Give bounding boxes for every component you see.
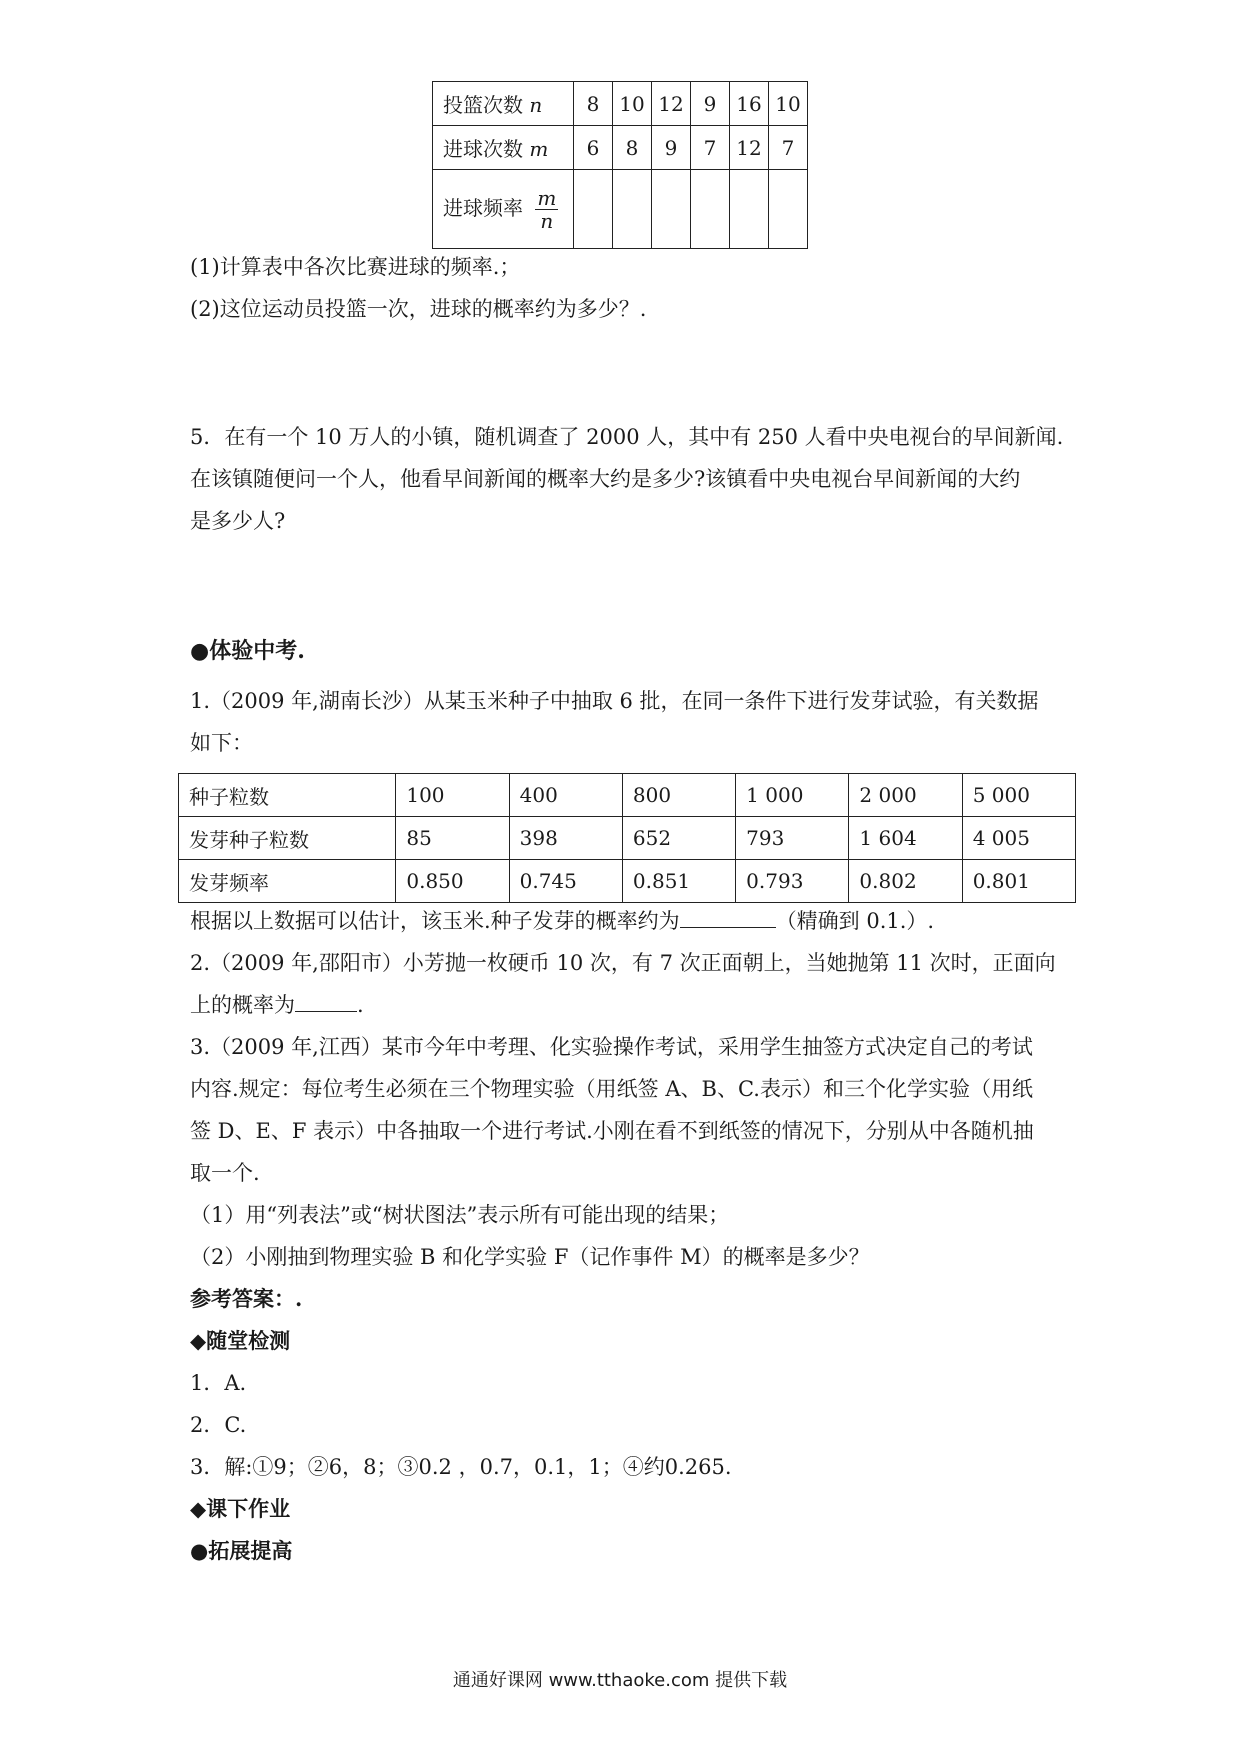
exam-question-3-line: 内容.规定：每位考生必须在三个物理实验（用纸签 A、B、C.表示）和三个化学实验（用纸	[190, 1077, 1033, 1101]
question-5-line: 5．在有一个 10 万人的小镇，随机调查了 2000 人，其中有 250 人看中央电视台的早间新闻.	[190, 425, 1064, 449]
table-row	[433, 170, 808, 249]
section-heading-homework: ◆课下作业	[190, 1496, 291, 1521]
table-cell: 8	[574, 82, 613, 126]
table-cell: 9	[691, 82, 730, 126]
table-cell	[613, 170, 652, 249]
table-cell: 10	[613, 82, 652, 126]
table-cell: 0.801	[962, 860, 1075, 903]
table-row	[179, 774, 1076, 817]
table-cell	[691, 170, 730, 249]
exam-question-3-line: 签 D、E、F 表示）中各抽取一个进行考试.小刚在看不到纸签的情况下，分别从中各随机抽	[190, 1119, 1034, 1143]
question-4-part-1: (1)计算表中各次比赛进球的频率.；	[190, 255, 521, 279]
exam-question-2-line: 上的概率为 .	[190, 993, 364, 1017]
table-cell: 0.802	[849, 860, 962, 903]
table-cell: 9	[652, 126, 691, 170]
table-cell: 16	[730, 82, 769, 126]
answer-blank	[295, 991, 357, 1012]
table-cell: 发芽频率	[179, 860, 396, 903]
table-row	[179, 817, 1076, 860]
table-cell: 10	[769, 82, 808, 126]
table-cell: 4 005	[962, 817, 1075, 860]
question-5-line: 是多少人?	[190, 509, 286, 533]
table-cell: 进球次数 m	[433, 126, 574, 170]
fraction: $\frac{m}{n}$	[537, 185, 557, 233]
exam-question-3-sub-2: （2）小刚抽到物理实验 B 和化学实验 F（记作事件 M）的概率是多少？	[190, 1245, 870, 1269]
page-footer: 通通好课网 www.tthaoke.com 提供下载	[452, 1670, 788, 1691]
exam-question-1-conclusion: 根据以上数据可以估计，该玉米.种子发芽的概率约为 （精确到 0.1.）.	[190, 909, 935, 933]
table-cell: 7	[691, 126, 730, 170]
germination-table	[178, 773, 1076, 903]
table-cell: 种子粒数	[179, 774, 396, 817]
table-cell	[730, 170, 769, 249]
answer-2: 2．C.	[190, 1413, 247, 1437]
table-cell: 发芽种子粒数	[179, 817, 396, 860]
section-heading-extend: ●拓展提高	[190, 1538, 293, 1563]
table-cell: 6	[574, 126, 613, 170]
table-cell	[652, 170, 691, 249]
table-cell: 1 604	[849, 817, 962, 860]
exam-question-1-line: 1.（2009 年,湖南长沙）从某玉米种子中抽取 6 批，在同一条件下进行发芽试验，有关数据	[190, 689, 1039, 713]
table-cell: 5 000	[962, 774, 1075, 817]
table-cell: 0.851	[622, 860, 735, 903]
table-cell: 398	[509, 817, 622, 860]
table-cell: 12	[730, 126, 769, 170]
section-heading-exam: ●体验中考.	[190, 638, 305, 664]
table-cell: 0.850	[396, 860, 509, 903]
table-cell: 100	[396, 774, 509, 817]
table-row	[433, 126, 808, 170]
table-cell: 2 000	[849, 774, 962, 817]
table-cell: 0.793	[736, 860, 849, 903]
question-5-line: 在该镇随便问一个人，他看早间新闻的概率大约是多少?该镇看中央电视台早间新闻的大约	[190, 467, 1021, 491]
answer-1: 1．A.	[190, 1371, 247, 1395]
table-cell: 12	[652, 82, 691, 126]
table-cell: 1 000	[736, 774, 849, 817]
exam-question-3-line: 取一个.	[190, 1161, 260, 1185]
table-cell: 400	[509, 774, 622, 817]
section-heading-check: ◆随堂检测	[190, 1328, 291, 1353]
table-cell: 85	[396, 817, 509, 860]
table-row	[433, 82, 808, 126]
table-cell	[769, 170, 808, 249]
table-row	[179, 860, 1076, 903]
exam-question-3-sub-1: （1）用“列表法”或“树状图法”表示所有可能出现的结果；	[190, 1203, 730, 1227]
table-cell: 800	[622, 774, 735, 817]
table-cell: 652	[622, 817, 735, 860]
table-cell: 7	[769, 126, 808, 170]
table-cell: 0.745	[509, 860, 622, 903]
table-cell	[574, 170, 613, 249]
table-cell: 进球频率 $\frac{m}{n}$	[433, 170, 574, 249]
question-4-part-2: (2)这位运动员投篮一次，进球的概率约为多少？.	[190, 297, 647, 321]
table-cell: 793	[736, 817, 849, 860]
table-cell: 8	[613, 126, 652, 170]
table-cell: 投篮次数 n	[433, 82, 574, 126]
shooting-table	[432, 81, 808, 249]
exam-question-3-line: 3.（2009 年,江西）某市今年中考理、化实验操作考试，采用学生抽签方式决定自己的考试	[190, 1035, 1033, 1059]
exam-question-1-line: 如下：	[190, 731, 253, 755]
answer-3: 3．解:①9；②6，8；③0.2 ，0.7，0.1，1；④约0.265.	[190, 1455, 732, 1479]
answer-blank	[680, 907, 776, 928]
answers-heading: 参考答案：.	[190, 1286, 303, 1311]
exam-question-2-line: 2.（2009 年,邵阳市）小芳抛一枚硬币 10 次，有 7 次正面朝上，当她抛第 11 次时，正面向	[190, 951, 1056, 975]
